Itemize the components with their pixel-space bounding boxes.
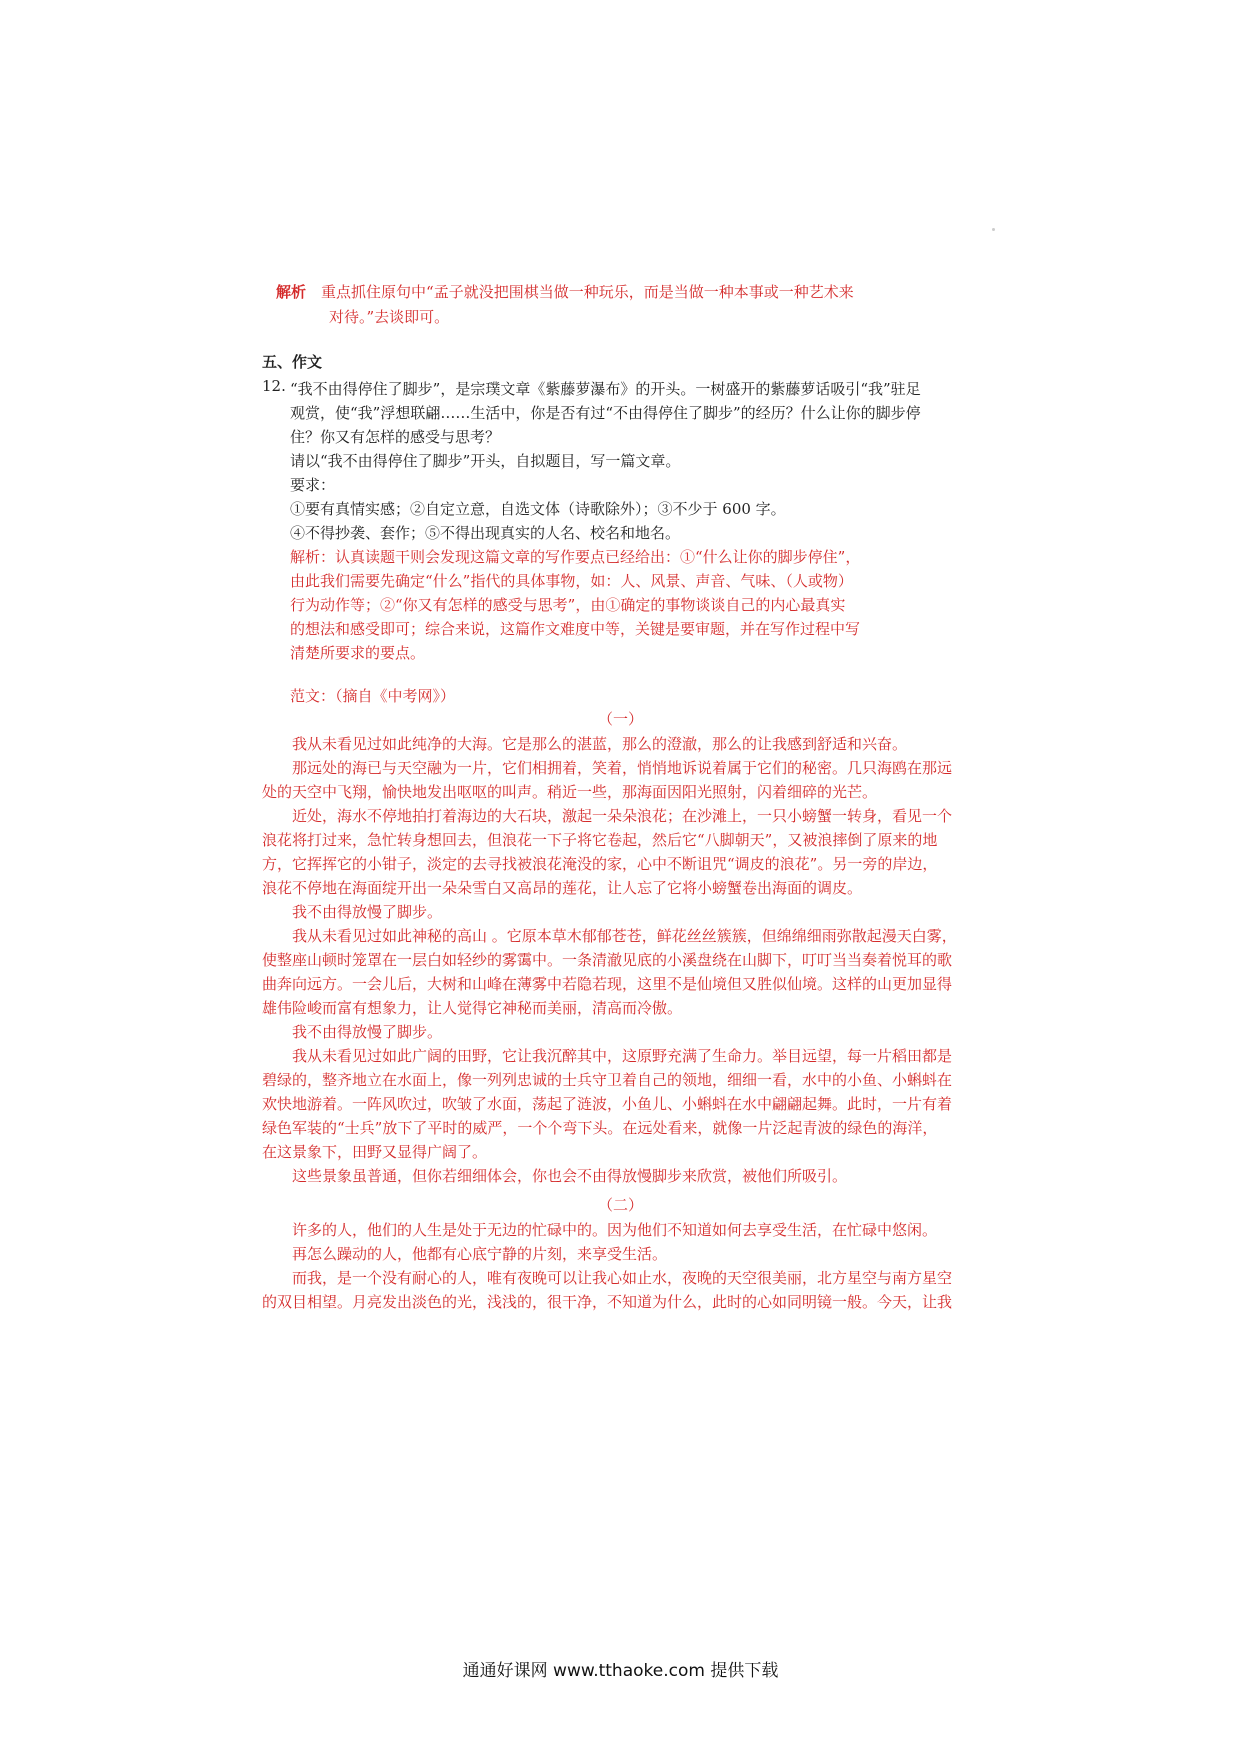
essay-line: 雄伟险峻而富有想象力，让人觉得它神秘而美丽，清高而冷傲。 — [262, 999, 683, 1017]
analysis-11-text-1: 重点抓住原句中“孟子就没把围棋当做一种玩乐，而是当做一种本事或一种艺术来 — [321, 283, 854, 301]
essay-line: 我从未看见过如此神秘的高山 。它原本草木郁郁苍苍，鲜花丝丝簇簇，但绵绵细雨弥散起漫天白雾， — [262, 927, 957, 945]
question-12-prompt — [290, 377, 921, 545]
sample-part-2-body — [262, 1218, 952, 1314]
prompt-line: 请以“我不由得停住了脚步”开头，自拟题目，写一篇文章。 — [290, 452, 681, 470]
essay-line: 而我，是一个没有耐心的人，唯有夜晚可以让我心如止水，夜晚的天空很美丽，北方星空与南方星空 — [262, 1269, 953, 1287]
analysis-line: 的想法和感受即可；综合来说，这篇作文难度中等，关键是要审题，并在写作过程中写 — [290, 620, 861, 638]
essay-line: 绿色军装的“士兵”放下了平时的威严，一个个弯下头。在远处看来，就像一片泛起青波的绿色的海洋， — [262, 1119, 938, 1137]
essay-line: 近处，海水不停地拍打着海边的大石块，激起一朵朵浪花；在沙滩上，一只小螃蟹一转身，看见一个 — [262, 807, 953, 825]
essay-line: 再怎么躁动的人，他都有心底宁静的片刻，来享受生活。 — [262, 1245, 668, 1263]
essay-line: 这些景象虽普通，但你若细细体会，你也会不由得放慢脚步来欣赏，被他们所吸引。 — [262, 1167, 848, 1185]
analysis-11-label: 解析 — [276, 283, 307, 301]
prompt-line: “我不由得停住了脚步”，是宗璞文章《紫藤萝瀑布》的开头。一树盛开的紫藤萝话吸引“我”驻足 — [290, 380, 921, 398]
essay-line: 在这景象下，田野又显得广阔了。 — [262, 1143, 488, 1161]
essay-line: 我从未看见过如此广阔的田野，它让我沉醉其中，这原野充满了生命力。举目远望，每一片稻田都是 — [262, 1047, 953, 1065]
essay-line: 许多的人，他们的人生是处于无边的忙碌中的。因为他们不知道如何去享受生活，在忙碌中悠闲。 — [262, 1221, 938, 1239]
essay-line: 的双目相望。月亮发出淡色的光，浅浅的，很干净，不知道为什么，此时的心如同明镜一般。今天，让我 — [262, 1293, 953, 1311]
question-12-analysis — [290, 545, 860, 665]
prompt-line: ④不得抄袭、套作；⑤不得出现真实的人名、校名和地名。 — [290, 524, 681, 542]
sample-heading: 范文：（摘自《中考网》） — [290, 687, 456, 705]
analysis-11-line-1 — [276, 280, 854, 304]
essay-line: 我不由得放慢了脚步。 — [262, 903, 443, 921]
essay-line: 曲奔向远方。一会儿后，大树和山峰在薄雾中若隐若现，这里不是仙境但又胜似仙境。这样的山更加显得 — [262, 975, 953, 993]
prompt-line: 观赏，使“我”浮想联翩……生活中，你是否有过“不由得停住了脚步”的经历？什么让你的脚步停 — [290, 404, 921, 422]
essay-line: 那远处的海已与天空融为一片，它们相拥着，笑着，悄悄地诉说着属于它们的秘密。几只海鸥在那远 — [262, 759, 953, 777]
prompt-line: ①要有真情实感；②自定立意，自选文体（诗歌除外）；③不少于 600 字。 — [290, 500, 786, 518]
scan-speck — [992, 228, 995, 231]
analysis-line: 行为动作等；②“你又有怎样的感受与思考”，由①确定的事物谈谈自己的内心最真实 — [290, 596, 846, 614]
essay-line: 处的天空中飞翔，愉快地发出呕呕的叫声。稍近一些，那海面因阳光照射，闪着细碎的光芒。 — [262, 783, 878, 801]
essay-line: 碧绿的，整齐地立在水面上，像一列列忠诚的士兵守卫着自己的领地，细细一看，水中的小鱼、小蝌蚪在 — [262, 1071, 953, 1089]
essay-line: 浪花将打过来，急忙转身想回去，但浪花一下子将它卷起，然后它“八脚朝天”，又被浪摔倒了原来的地 — [262, 831, 938, 849]
essay-line: 我从未看见过如此纯净的大海。它是那么的湛蓝，那么的澄澈，那么的让我感到舒适和兴奋。 — [262, 735, 908, 753]
essay-line: 浪花不停地在海面绽开出一朵朵雪白又高昂的莲花，让人忘了它将小螃蟹卷出海面的调皮。 — [262, 879, 863, 897]
essay-line: 使整座山顿时笼罩在一层白如轻纱的雾霭中。一条清澈见底的小溪盘绕在山脚下，叮叮当当奏着悦耳的歌 — [262, 951, 953, 969]
analysis-line: 清楚所要求的要点。 — [290, 644, 426, 662]
analysis-line: 由此我们需要先确定“什么”指代的具体事物，如：人、风景、声音、气味、（人或物） — [290, 572, 853, 590]
essay-line: 我不由得放慢了脚步。 — [262, 1023, 443, 1041]
section-title: 五、作文 — [262, 353, 323, 371]
analysis-11-line-2: 对待。”去谈即可。 — [329, 308, 450, 326]
prompt-line: 住？你又有怎样的感受与思考？ — [290, 428, 501, 446]
essay-line: 方，它挥挥它的小钳子，淡定的去寻找被浪花淹没的家，心中不断诅咒“调皮的浪花”。另一旁的岸边， — [262, 855, 938, 873]
prompt-line: 要求： — [290, 476, 336, 494]
question-12-number: 12. — [262, 377, 286, 395]
essay-line: 欢快地游着。一阵风吹过，吹皱了水面，荡起了涟波，小鱼儿、小蝌蚪在水中翩翩起舞。此时，一片有着 — [262, 1095, 953, 1113]
sample-part-2-title: （二） — [597, 1196, 643, 1214]
sample-part-1-title: （一） — [597, 710, 643, 728]
analysis-line: 解析：认真读题干则会发现这篇文章的写作要点已经给出：①“什么让你的脚步停住”， — [290, 548, 861, 566]
footer-download-note: 通通好课网 www.tthaoke.com 提供下载 — [462, 1661, 779, 1681]
sample-part-1-body — [262, 732, 957, 1188]
